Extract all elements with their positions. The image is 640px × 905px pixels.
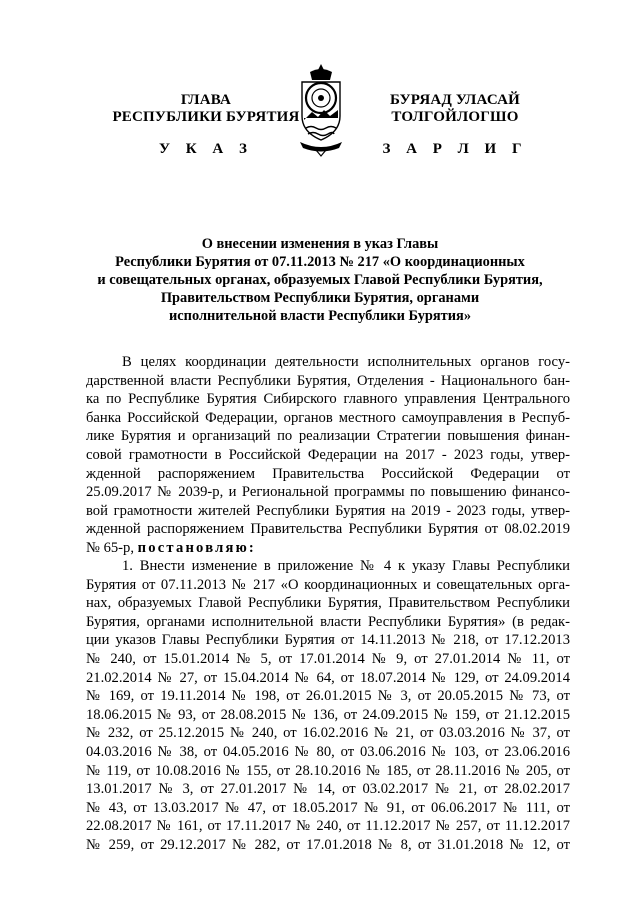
text-line: банка Российской Федерации, органов местного самоуправления в Респуб-: [86, 409, 570, 426]
preamble-paragraph: [86, 353, 570, 558]
header-left: [96, 92, 316, 126]
text-line: № 232, от 25.12.2015 № 240, от 16.02.2016 № 21, от 03.03.2016 № 37, от: [86, 725, 570, 742]
coat-of-arms-icon: [296, 62, 346, 158]
text-line: № 240, от 15.01.2014 № 5, от 17.01.2014 № 9, от 27.01.2014 № 11, от: [86, 650, 570, 667]
text-line: жденной распоряжением Правительства Российской Федерации от: [86, 465, 570, 482]
doc-type-left: У К А З: [159, 141, 253, 157]
text-line: 13.01.2017 № 3, от 27.01.2017 № 14, от 03.02.2017 № 21, от 28.02.2017: [86, 781, 570, 798]
title-line: Республики Бурятия от 07.11.2013 № 217 «О координационных: [115, 254, 525, 270]
text-line: 1. Внести изменение в приложение № 4 к указу Главы Республики: [122, 558, 570, 574]
item-1-paragraph: [86, 557, 570, 855]
text-line: вой грамотности жителей Республики Бурятия на 2019 - 2023 годы, утвер-: [86, 502, 570, 519]
text-line: 21.02.2014 № 27, от 15.04.2014 № 64, от 18.07.2014 № 129, от 24.09.2014: [86, 669, 570, 686]
document-title: [60, 235, 580, 325]
title-line: исполнительной власти Республики Бурятия»: [168, 308, 472, 324]
text-line: ции указов Главы Республики Бурятия от 14.11.2013 № 218, от 17.12.2013: [86, 632, 570, 649]
text-line: лике Бурятия и организаций по реализации Стратегии повышения финан-: [86, 428, 570, 445]
text-line: № 43, от 13.03.2017 № 47, от 18.05.2017 № 91, от 06.06.2017 № 111, от: [86, 799, 570, 816]
title-line: О внесении изменения в указ Главы: [201, 236, 439, 252]
text-line: 25.09.2017 № 2039-р, и Региональной программы по повышению финансо-: [86, 484, 570, 501]
text-line: жденной распоряжением Правительства Республики Бурятия от 08.02.2019: [86, 521, 570, 538]
text-line: Бурятия от 07.11.2013 № 217 «О координационных и совещательных орга-: [86, 576, 570, 593]
text-line: № 259, от 29.12.2017 № 282, от 17.01.2018 № 8, от 31.01.2018 № 12, от: [86, 836, 570, 853]
text-line: Бурятия, органами исполнительной власти Республики Бурятия» (в редак-: [86, 613, 570, 630]
doc-type-right: З А Р Л И Г: [382, 141, 528, 157]
decree-word: постановляю:: [137, 539, 256, 556]
text-line: [86, 539, 570, 558]
text-line: 04.03.2016 № 38, от 04.05.2016 № 80, от 03.06.2016 № 103, от 23.06.2016: [86, 743, 570, 760]
header-left-line2: РЕСПУБЛИКИ БУРЯТИЯ: [112, 109, 300, 125]
text-line: № 169, от 19.11.2014 № 198, от 26.01.2015 № 3, от 20.05.2015 № 73, от: [86, 688, 570, 705]
text-line: совой грамотности в Российской Федерации на 2017 - 2023 годы, утвер-: [86, 446, 570, 463]
title-line: и совещательных органах, образуемых Главой Республики Бурятия,: [97, 272, 543, 288]
text-line: дарственной власти Республики Бурятия, Отделения - Национального бан-: [86, 372, 570, 389]
title-line: Правительством Республики Бурятия, органами: [160, 290, 480, 306]
text-line-prefix: № 65-р,: [86, 539, 138, 556]
text-line: 22.08.2017 № 161, от 17.11.2017 № 240, от 11.12.2017 № 257, от 11.12.2017: [86, 818, 570, 835]
text-line: нах, образуемых Главой Республики Бурятия, Правительством Республики: [86, 595, 570, 612]
header-right-line2: ТОЛГОЙЛОГШО: [391, 109, 519, 125]
text-line: 18.06.2015 № 93, от 28.08.2015 № 136, от 24.09.2015 № 159, от 21.12.2015: [86, 706, 570, 723]
text-line: № 119, от 10.08.2016 № 155, от 28.10.2016 № 185, от 28.11.2016 № 205, от: [86, 762, 570, 779]
text-line: ка по Республике Бурятия Сибирского главного управления Центрального: [86, 391, 570, 408]
header-left-line1: ГЛАВА: [180, 92, 232, 108]
text-line: В целях координации деятельности исполнительных органов госу-: [122, 354, 570, 370]
header-right: [345, 92, 565, 126]
header-right-line1: БУРЯАД УЛАСАЙ: [389, 92, 521, 108]
